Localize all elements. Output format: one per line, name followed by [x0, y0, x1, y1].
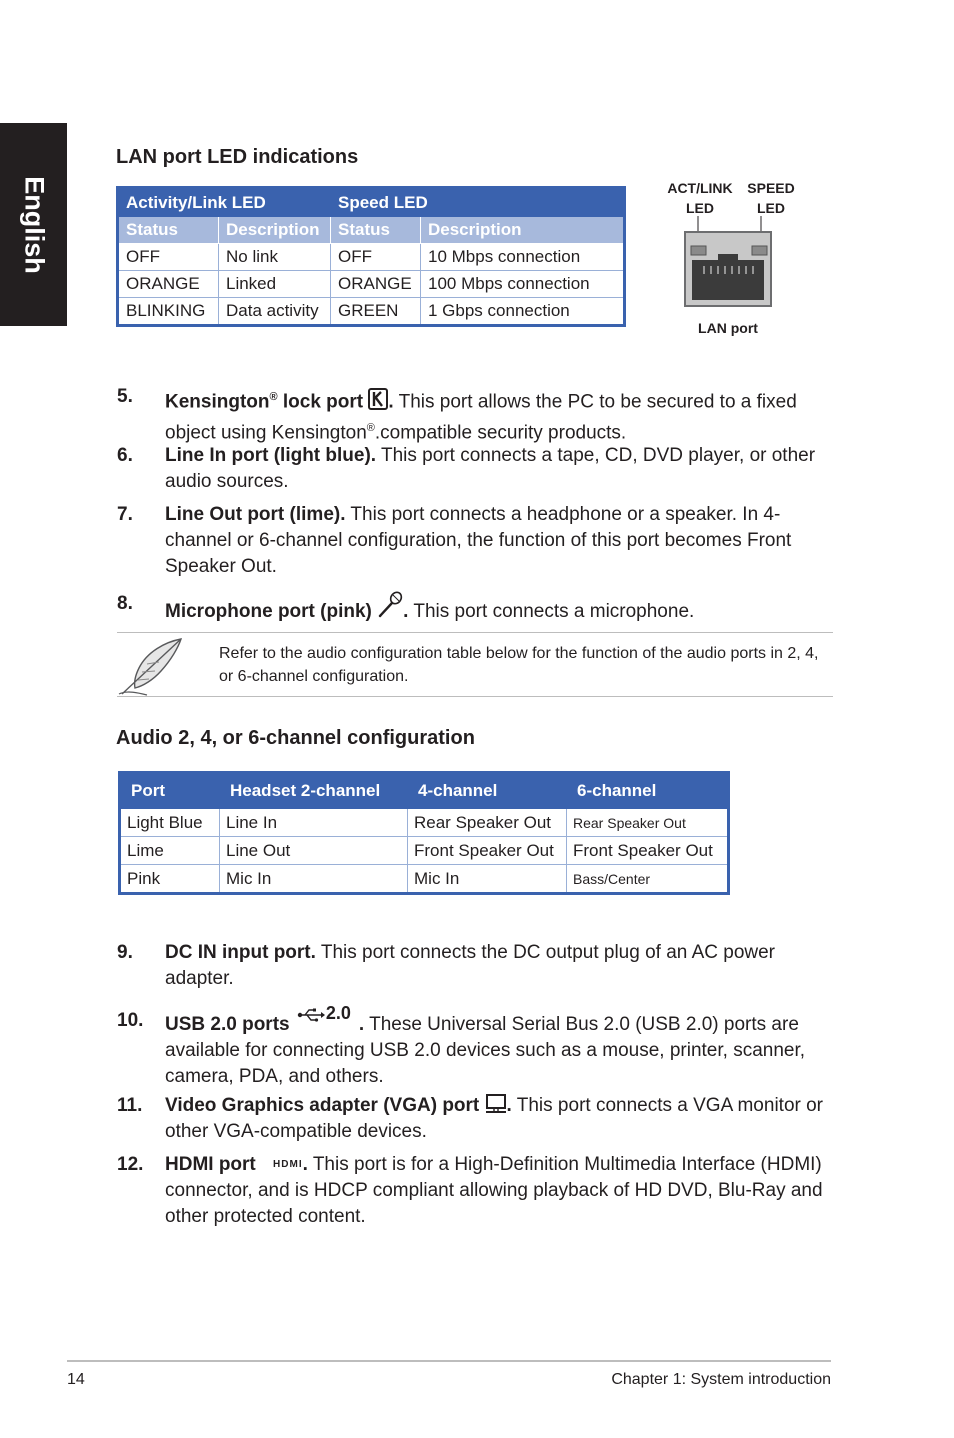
chapter-title: Chapter 1: System introduction	[611, 1371, 831, 1388]
audio-section-title: Audio 2, 4, or 6-channel configuration	[116, 727, 475, 749]
list-item-line-out	[117, 502, 837, 580]
lan-section-title: LAN port LED indications	[116, 146, 359, 168]
item-number: 8.	[117, 593, 133, 614]
item-text: This port connects a microphone.	[408, 601, 695, 622]
list-item-hdmi	[117, 1152, 837, 1230]
table-cell: Line In	[220, 809, 408, 837]
table-cell: Data activity	[219, 298, 331, 326]
speed-led-label: SPEED LED	[747, 180, 795, 216]
item-title: Video Graphics adapter (VGA) port	[165, 1095, 480, 1116]
column-header: 6-channel	[567, 773, 729, 809]
table-cell: Rear Speaker Out	[408, 809, 567, 837]
sub-header: Status	[331, 217, 421, 244]
list-item-vga	[117, 1093, 837, 1145]
item-title-dot: .	[403, 601, 409, 622]
list-item-line-in	[117, 443, 837, 495]
table-cell: Pink	[120, 865, 220, 894]
item-title: DC IN input port.	[165, 942, 316, 963]
lan-table-sub-header	[118, 217, 625, 244]
feather-pen-icon	[117, 636, 185, 698]
note-text: Refer to the audio configuration table below for the function of the audio ports in 2, 4, or 6-channel configuration.	[219, 645, 819, 685]
table-row	[118, 244, 625, 271]
footer-divider	[67, 1360, 831, 1362]
item-text: This port is for a High-Definition Multimedia Interface (HDMI) connector, and is HDCP compliant allowing playback of HD DVD, Blu-Ray and other protected content.	[165, 1154, 823, 1227]
item-text: These Universal Serial Bus 2.0 (USB 2.0) ports are available for connecting USB 2.0 devices such as a mouse, printer, scanner, camera, PDA, and others.	[165, 1014, 806, 1087]
item-number: 10.	[117, 1010, 144, 1031]
usb-icon	[295, 1003, 359, 1026]
item-title-dot: .	[302, 1154, 308, 1175]
table-cell: OFF	[118, 244, 219, 271]
table-cell: ORANGE	[118, 271, 219, 298]
table-cell: 1 Gbps connection	[421, 298, 625, 326]
audio-table-header	[120, 773, 729, 809]
table-cell: Front Speaker Out	[408, 837, 567, 865]
table-cell: ORANGE	[331, 271, 421, 298]
language-side-tab	[0, 123, 67, 326]
item-title: Line In port (light blue).	[165, 445, 377, 466]
page-number: 14	[67, 1371, 85, 1388]
item-number: 7.	[117, 504, 133, 525]
item-title-dot: .	[506, 1095, 512, 1116]
item-number: 6.	[117, 445, 133, 466]
sub-header: Description	[219, 217, 331, 244]
hdmi-icon: HDMI	[273, 1159, 303, 1170]
sub-header: Status	[118, 217, 219, 244]
item-text: This port connects a headphone or a speaker. In 4-channel or 6-channel configuration, the function of this port becomes Front Speaker Out.	[165, 504, 792, 577]
table-cell: Front Speaker Out	[567, 837, 729, 865]
note-box	[117, 632, 833, 697]
microphone-icon	[377, 591, 403, 619]
lan-port-label: LAN port	[698, 320, 758, 336]
item-title-rest: lock port	[277, 391, 364, 413]
column-header: Headset 2-channel	[220, 773, 408, 809]
audio-config-table	[118, 771, 730, 895]
group-header-activity: Activity/Link LED	[118, 188, 331, 217]
item-title: USB 2.0 ports	[165, 1014, 290, 1035]
item-number: 12.	[117, 1154, 144, 1175]
item-text: This port connects the DC output plug of an AC power adapter.	[165, 942, 776, 989]
item-text: This port allows the PC to be secured to a fixed object using Kensington	[165, 391, 797, 444]
table-row	[118, 298, 625, 326]
registered-mark: ®	[269, 391, 278, 403]
registered-mark: ®	[366, 422, 375, 435]
table-cell: OFF	[331, 244, 421, 271]
table-cell: Line Out	[220, 837, 408, 865]
item-title-dot: .	[358, 1014, 365, 1035]
sub-header: Description	[421, 217, 625, 244]
table-row	[120, 865, 729, 894]
table-cell: Bass/Center	[567, 865, 729, 894]
item-number: 5.	[117, 386, 133, 407]
column-header: Port	[120, 773, 220, 809]
item-title: HDMI port	[165, 1154, 256, 1175]
item-number: 11.	[117, 1095, 143, 1116]
table-cell: No link	[219, 244, 331, 271]
table-cell: Rear Speaker Out	[567, 809, 729, 837]
item-title: Line Out port (lime).	[165, 504, 346, 525]
table-cell: 10 Mbps connection	[421, 244, 625, 271]
table-cell: Light Blue	[120, 809, 220, 837]
table-cell: Mic In	[408, 865, 567, 894]
side-tab-label: English	[19, 175, 49, 274]
table-row	[120, 837, 729, 865]
table-cell: BLINKING	[118, 298, 219, 326]
list-item-kensington: 5. Kensington® lock port . This port allows the PC to be secured to a fixed object using Kensington®.compatible security products.	[117, 386, 797, 444]
act-link-led-label: ACT/LINK LED	[667, 180, 733, 216]
monitor-icon	[485, 1094, 507, 1114]
item-title: Microphone port (pink)	[165, 601, 372, 622]
item-text: This port connects a VGA monitor or other VGA-compatible devices.	[165, 1095, 824, 1142]
item-text: This port connects a tape, CD, DVD player, or other audio sources.	[165, 445, 816, 492]
list-item-dc-in	[117, 940, 837, 992]
table-cell: Lime	[120, 837, 220, 865]
table-row	[120, 809, 729, 837]
lan-port-diagram	[682, 216, 774, 308]
column-header: 4-channel	[408, 773, 567, 809]
list-item-microphone	[117, 591, 837, 625]
table-row	[118, 271, 625, 298]
lan-led-table	[116, 186, 626, 327]
item-number: 9.	[117, 942, 133, 963]
group-header-speed: Speed LED	[331, 188, 625, 217]
item-title: Kensington	[165, 391, 270, 413]
table-cell: 100 Mbps connection	[421, 271, 625, 298]
list-item-usb	[117, 1003, 837, 1090]
table-cell: GREEN	[331, 298, 421, 326]
item-text-rest: .compatible security products.	[374, 422, 627, 444]
table-cell: Linked	[219, 271, 331, 298]
usb-version-label: 2.0	[325, 1003, 351, 1023]
table-cell: Mic In	[220, 865, 408, 894]
lan-table-group-header	[118, 188, 625, 217]
kensington-lock-icon	[368, 388, 388, 410]
